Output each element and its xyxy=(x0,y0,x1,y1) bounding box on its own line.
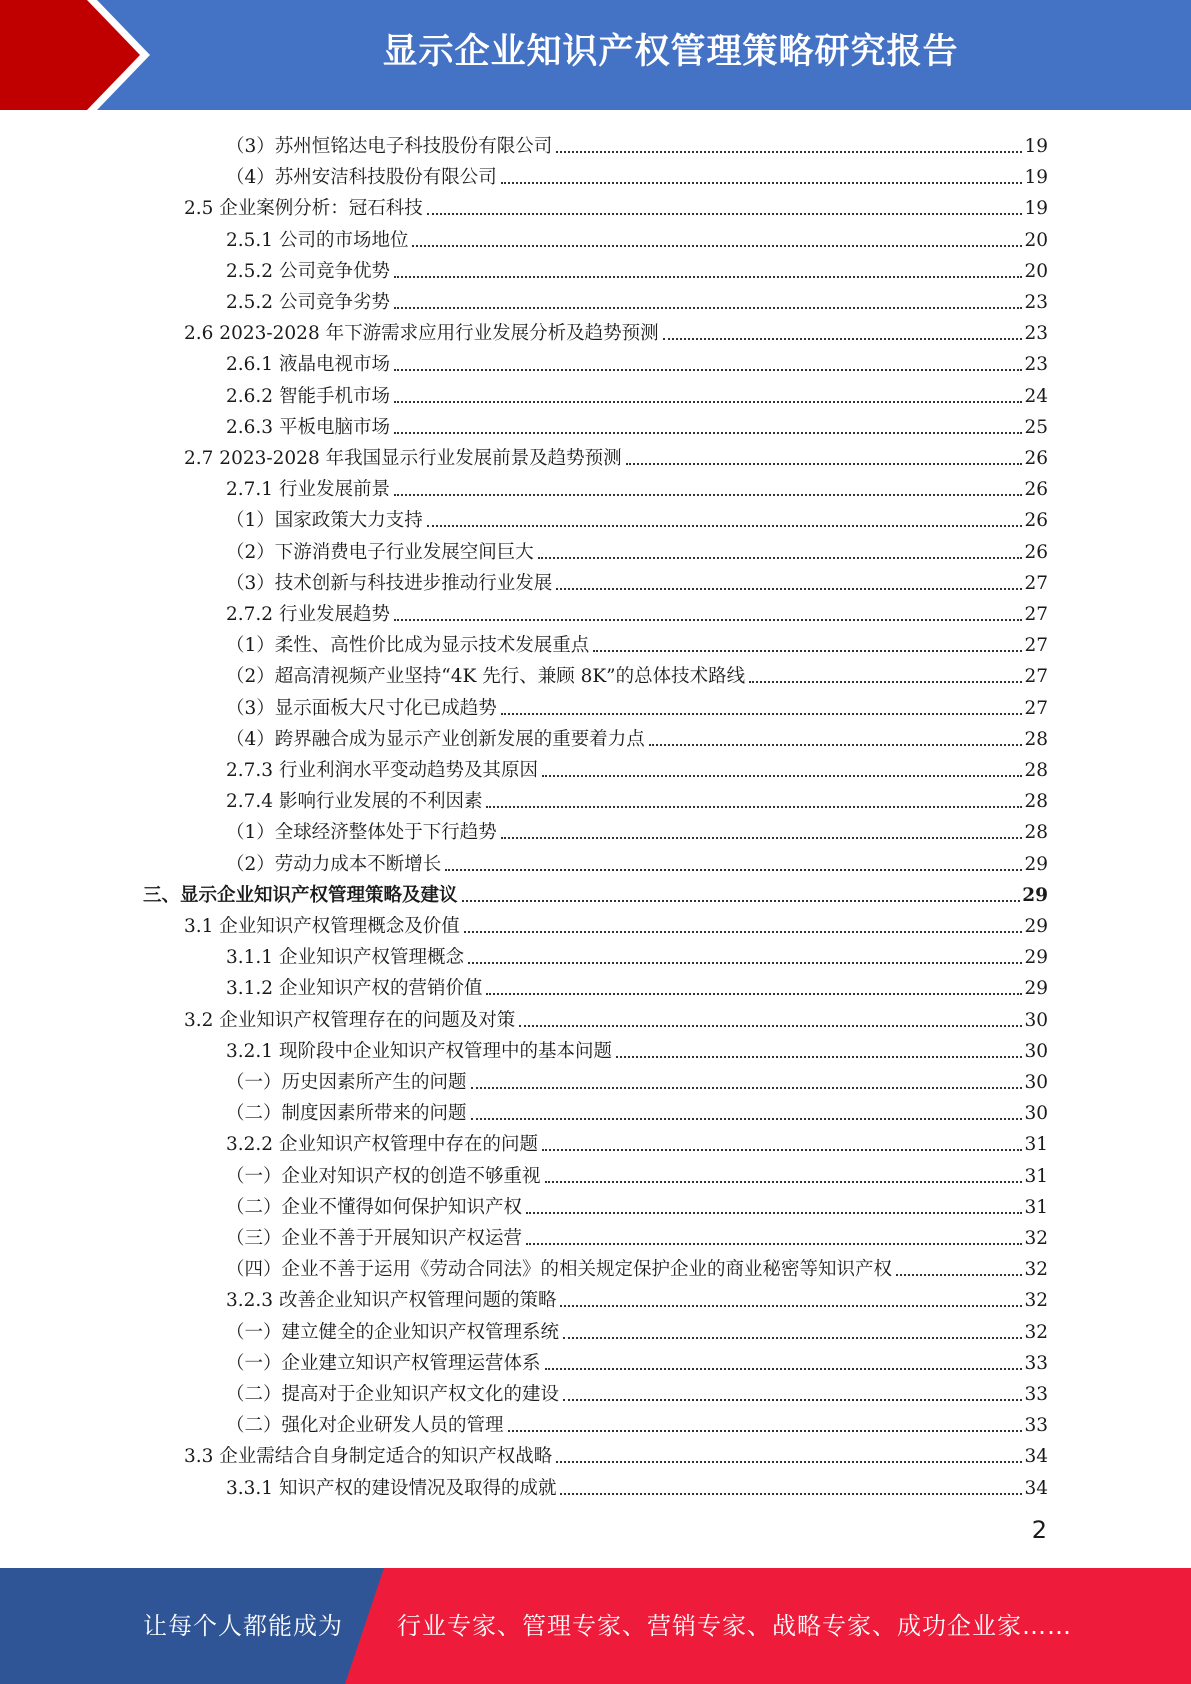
toc-entry[interactable] xyxy=(184,1437,1048,1468)
toc-entry-title: 3.2.2 企业知识产权管理中存在的问题 xyxy=(226,1134,538,1156)
toc-entry-page: 33 xyxy=(1024,1384,1048,1405)
toc-dot-leader xyxy=(486,806,1022,808)
toc-dot-leader xyxy=(526,1243,1022,1245)
toc-entry-page: 19 xyxy=(1024,167,1048,189)
toc-entry-page: 28 xyxy=(1024,791,1048,813)
footer-slogan-right: 行业专家、管理专家、营销专家、战略专家、成功企业家…… xyxy=(397,1612,1072,1640)
toc-dot-leader xyxy=(616,1056,1022,1058)
toc-entry[interactable] xyxy=(226,813,1048,844)
toc-entry-title: 3.2.3 改善企业知识产权管理问题的策略 xyxy=(226,1290,557,1312)
toc-entry-title: （二）强化对企业研发人员的管理 xyxy=(226,1415,504,1437)
toc-entry-page: 33 xyxy=(1024,1415,1048,1437)
toc-entry-title: （一）历史因素所产生的问题 xyxy=(226,1072,467,1093)
toc-entry-page: 20 xyxy=(1024,260,1048,282)
toc-entry-title: （2）超高清视频产业坚持“4K 先行、兼顾 8K”的总体技术路线 xyxy=(226,666,746,688)
toc-entry[interactable] xyxy=(226,1406,1048,1437)
toc-entry[interactable] xyxy=(226,283,1048,314)
toc-entry[interactable] xyxy=(226,720,1048,751)
toc-entry[interactable] xyxy=(226,470,1048,501)
toc-entry-page: 23 xyxy=(1024,354,1048,376)
toc-dot-leader xyxy=(427,213,1023,215)
toc-entry-title: （1）全球经济整体处于下行趋势 xyxy=(226,822,497,844)
toc-entry[interactable] xyxy=(226,1094,1048,1125)
toc-entry-title: 3.1 企业知识产权管理概念及价值 xyxy=(184,916,460,937)
toc-entry-page: 30 xyxy=(1024,1103,1048,1125)
toc-dot-leader xyxy=(663,338,1023,340)
toc-dot-leader xyxy=(394,619,1022,621)
toc-entry[interactable] xyxy=(184,439,1048,470)
toc-entry[interactable] xyxy=(184,189,1048,220)
toc-entry-title: （2）劳动力成本不断增长 xyxy=(226,853,442,875)
toc-entry[interactable] xyxy=(226,1063,1048,1094)
toc-entry[interactable] xyxy=(226,533,1048,564)
page-number: 2 xyxy=(1031,1516,1047,1544)
toc-entry-title: 3.1.2 企业知识产权的营销价值 xyxy=(226,978,483,1000)
header-banner xyxy=(0,0,1191,110)
toc-entry-title: 三、显示企业知识产权管理策略及建议 xyxy=(143,884,458,906)
toc-entry-page: 31 xyxy=(1024,1196,1048,1218)
toc-dot-leader xyxy=(626,463,1023,465)
toc-dot-leader xyxy=(563,1337,1022,1339)
toc-entry[interactable] xyxy=(226,408,1048,439)
toc-entry-page: 32 xyxy=(1024,1290,1048,1312)
toc-entry-page: 27 xyxy=(1024,666,1048,688)
toc-entry-page: 29 xyxy=(1024,916,1048,937)
toc-dot-leader xyxy=(501,713,1023,715)
toc-entry[interactable] xyxy=(226,938,1048,969)
toc-entry[interactable] xyxy=(226,1032,1048,1063)
toc-entry[interactable] xyxy=(226,657,1048,688)
toc-entry-page: 31 xyxy=(1024,1165,1048,1187)
toc-entry-title: （4）跨界融合成为显示产业创新发展的重要着力点 xyxy=(226,728,645,750)
toc-entry-title: 2.7.2 行业发展趋势 xyxy=(226,604,390,625)
toc-entry-page: 25 xyxy=(1024,416,1048,438)
toc-entry-title: 3.2 企业知识产权管理存在的问题及对策 xyxy=(184,1009,516,1031)
toc-entry[interactable] xyxy=(226,595,1048,626)
toc-entry-title: 2.5.2 公司竞争劣势 xyxy=(226,292,390,313)
toc-dot-leader xyxy=(471,1118,1023,1120)
toc-entry[interactable] xyxy=(226,1157,1048,1188)
toc-entry-title: 2.6.1 液晶电视市场 xyxy=(226,354,390,376)
toc-entry-page: 28 xyxy=(1024,822,1048,844)
toc-dot-leader xyxy=(394,432,1022,434)
toc-dot-leader xyxy=(445,869,1022,871)
toc-entry-title: （3）技术创新与科技进步推动行业发展 xyxy=(226,572,553,594)
toc-entry[interactable] xyxy=(226,626,1048,657)
toc-entry-page: 26 xyxy=(1024,510,1048,532)
toc-entry-page: 29 xyxy=(1024,978,1048,1000)
toc-entry-title: （二）制度因素所带来的问题 xyxy=(226,1103,467,1125)
page-header-title: 显示企业知识产权管理策略研究报告 xyxy=(382,32,959,72)
toc-entry[interactable] xyxy=(226,1469,1048,1500)
toc-dot-leader xyxy=(556,151,1022,153)
toc-entry-page: 30 xyxy=(1024,1009,1048,1031)
toc-entry-page: 27 xyxy=(1024,635,1048,657)
toc-entry-title: 2.5.1 公司的市场地位 xyxy=(226,229,409,251)
toc-entry-page: 23 xyxy=(1024,323,1048,345)
toc-entry-title: 3.2.1 现阶段中企业知识产权管理中的基本问题 xyxy=(226,1040,612,1062)
toc-entry-page: 30 xyxy=(1024,1072,1048,1093)
toc-entry-title: 2.5 企业案例分析：冠石科技 xyxy=(184,198,423,220)
footer-slogan-left: 让每个人都能成为 xyxy=(143,1612,343,1640)
toc-entry[interactable] xyxy=(226,1375,1048,1406)
toc-dot-leader xyxy=(526,1212,1022,1214)
toc-dot-leader xyxy=(464,931,1023,933)
toc-dot-leader xyxy=(508,1430,1023,1432)
toc-dot-leader xyxy=(542,775,1022,777)
toc-entry-title: 2.6 2023-2028 年下游需求应用行业发展分析及趋势预测 xyxy=(184,323,659,345)
toc-dot-leader xyxy=(394,494,1022,496)
toc-dot-leader xyxy=(749,681,1022,683)
toc-entry-page: 27 xyxy=(1024,572,1048,594)
toc-entry-page: 27 xyxy=(1024,697,1048,719)
toc-entry-page: 26 xyxy=(1024,448,1048,469)
toc-dot-leader xyxy=(519,1025,1022,1027)
toc-entry-title: （2）下游消费电子行业发展空间巨大 xyxy=(226,541,534,563)
toc-entry[interactable] xyxy=(226,1313,1048,1344)
toc-dot-leader xyxy=(427,525,1023,527)
toc-entry[interactable] xyxy=(226,845,1048,876)
toc-dot-leader xyxy=(486,993,1022,995)
toc-entry-page: 29 xyxy=(1024,947,1048,969)
toc-entry[interactable] xyxy=(184,907,1048,938)
toc-entry-page: 23 xyxy=(1024,292,1048,313)
toc-dot-leader xyxy=(394,307,1022,309)
toc-entry-page: 33 xyxy=(1024,1352,1048,1374)
toc-entry-title: 2.6.2 智能手机市场 xyxy=(226,385,390,407)
toc-entry-title: （一）企业建立知识产权管理运营体系 xyxy=(226,1352,541,1374)
toc-entry[interactable] xyxy=(226,1125,1048,1156)
toc-entry-page: 27 xyxy=(1024,604,1048,625)
toc-entry[interactable] xyxy=(226,377,1048,408)
toc-entry-page: 34 xyxy=(1024,1477,1048,1499)
toc-entry-page: 28 xyxy=(1024,760,1048,781)
toc-dot-leader xyxy=(542,1149,1022,1151)
toc-entry-title: 3.1.1 企业知识产权管理概念 xyxy=(226,947,464,969)
toc-entry-page: 26 xyxy=(1024,541,1048,563)
toc-entry-title: （3）显示面板大尺寸化已成趋势 xyxy=(226,697,497,719)
toc-dot-leader xyxy=(538,557,1023,559)
toc-entry-title: （四）企业不善于运用《劳动合同法》的相关规定保护企业的商业秘密等知识产权 xyxy=(226,1259,893,1281)
toc-dot-leader xyxy=(394,369,1022,371)
toc-entry-page: 28 xyxy=(1024,728,1048,750)
toc-entry[interactable] xyxy=(226,1188,1048,1219)
toc-entry[interactable] xyxy=(226,1281,1048,1312)
toc-entry-title: 2.7.3 行业利润水平变动趋势及其原因 xyxy=(226,760,538,781)
toc-entry-title: 2.5.2 公司竞争优势 xyxy=(226,260,390,282)
toc-entry-title: （一）企业对知识产权的创造不够重视 xyxy=(226,1165,541,1187)
toc-entry-title: （二）提高对于企业知识产权文化的建设 xyxy=(226,1384,560,1405)
toc-dot-leader xyxy=(501,182,1023,184)
toc-entry-title: 2.6.3 平板电脑市场 xyxy=(226,416,390,438)
toc-entry-title: （3）苏州恒铭达电子科技股份有限公司 xyxy=(226,136,553,157)
toc-dot-leader xyxy=(468,962,1022,964)
toc-entry[interactable] xyxy=(226,564,1048,595)
toc-entry-page: 20 xyxy=(1024,229,1048,251)
toc-entry-page: 19 xyxy=(1024,198,1048,220)
toc-entry[interactable] xyxy=(226,751,1048,782)
toc-entry[interactable] xyxy=(226,782,1048,813)
toc-entry-page: 32 xyxy=(1024,1259,1048,1281)
toc-dot-leader xyxy=(649,744,1023,746)
toc-entry[interactable] xyxy=(143,876,1048,907)
toc-entry[interactable] xyxy=(226,1219,1048,1250)
toc-entry-page: 26 xyxy=(1024,479,1048,501)
toc-dot-leader xyxy=(560,1305,1022,1307)
toc-entry-page: 24 xyxy=(1024,385,1048,407)
toc-dot-leader xyxy=(593,650,1022,652)
toc-entry-title: （三）企业不善于开展知识产权运营 xyxy=(226,1228,523,1249)
toc-dot-leader xyxy=(394,276,1022,278)
toc-entry-title: 2.7 2023-2028 年我国显示行业发展前景及趋势预测 xyxy=(184,448,622,469)
toc-dot-leader xyxy=(471,1087,1023,1089)
toc-dot-leader xyxy=(896,1274,1022,1276)
toc-entry[interactable] xyxy=(226,252,1048,283)
toc-dot-leader xyxy=(462,900,1021,902)
toc-entry[interactable] xyxy=(226,501,1048,532)
toc-dot-leader xyxy=(556,1461,1022,1463)
toc-entry-page: 19 xyxy=(1024,136,1048,157)
toc-entry[interactable] xyxy=(184,314,1048,345)
footer-banner xyxy=(0,1568,1191,1684)
toc-dot-leader xyxy=(501,837,1023,839)
toc-dot-leader xyxy=(394,401,1022,403)
toc-entry-title: 3.3.1 知识产权的建设情况及取得的成就 xyxy=(226,1477,557,1499)
toc-entry-title: （一）建立健全的企业知识产权管理系统 xyxy=(226,1321,560,1343)
toc-dot-leader xyxy=(563,1399,1022,1401)
toc-dot-leader xyxy=(545,1181,1023,1183)
toc-entry[interactable] xyxy=(184,1001,1048,1032)
toc-entry-page: 32 xyxy=(1024,1228,1048,1249)
toc-entry-title: 3.3 企业需结合自身制定适合的知识产权战略 xyxy=(184,1446,553,1468)
toc-entry-title: （1）国家政策大力支持 xyxy=(226,510,423,532)
toc-entry[interactable] xyxy=(226,158,1048,189)
toc-entry-title: 2.7.4 影响行业发展的不利因素 xyxy=(226,791,483,813)
toc-entry[interactable] xyxy=(226,689,1048,720)
toc-entry-page: 32 xyxy=(1024,1321,1048,1343)
toc-entry[interactable] xyxy=(226,1250,1048,1281)
toc-dot-leader xyxy=(560,1493,1022,1495)
header-red-chevron xyxy=(0,0,140,110)
toc-entry-title: 2.7.1 行业发展前景 xyxy=(226,479,390,501)
toc-dot-leader xyxy=(412,245,1022,247)
toc-entry-page: 31 xyxy=(1024,1134,1048,1156)
toc-dot-leader xyxy=(556,588,1022,590)
toc-entry[interactable] xyxy=(226,127,1048,158)
toc-entry-title: （1）柔性、高性价比成为显示技术发展重点 xyxy=(226,635,590,657)
toc-entry-title: （4）苏州安洁科技股份有限公司 xyxy=(226,167,497,189)
toc-entry-title: （二）企业不懂得如何保护知识产权 xyxy=(226,1196,523,1218)
toc-entry[interactable] xyxy=(226,221,1048,252)
toc-dot-leader xyxy=(545,1368,1023,1370)
toc-entry-page: 29 xyxy=(1024,853,1048,875)
toc-entry-page: 29 xyxy=(1022,884,1048,906)
toc-entry-page: 30 xyxy=(1024,1040,1048,1062)
toc-entry[interactable] xyxy=(226,345,1048,376)
toc-entry[interactable] xyxy=(226,1344,1048,1375)
toc-entry-page: 34 xyxy=(1024,1446,1048,1468)
toc-entry[interactable] xyxy=(226,969,1048,1000)
